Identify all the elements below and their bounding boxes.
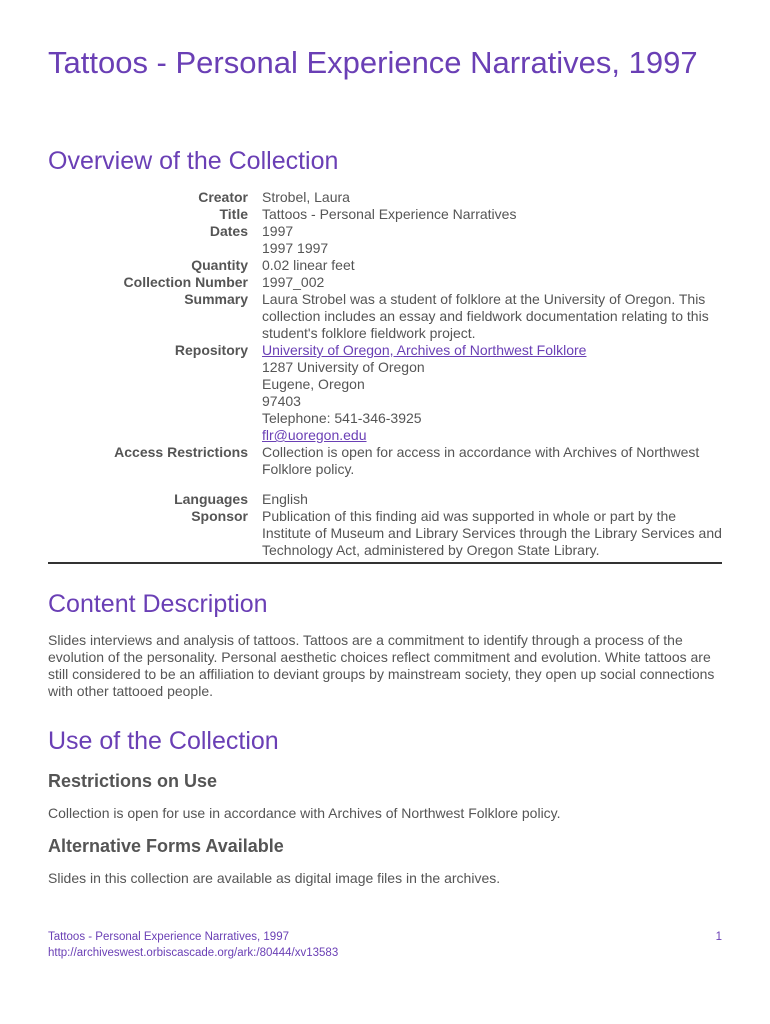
quantity-label: Quantity [191,257,248,273]
summary-row [48,291,722,342]
languages-row [48,491,722,508]
collection-number-row [48,274,722,291]
sponsor-label: Sponsor [191,508,248,524]
collection-number-label: Collection Number [123,274,248,290]
access-restrictions-value: Collection is open for access in accordance with Archives of Northwest Folklore policy. [262,444,700,477]
repository-phone: Telephone: 541-346-3925 [262,410,422,426]
dates-label: Dates [209,223,248,239]
creator-row [48,189,722,206]
dates-range-value: 1997 1997 [262,240,329,256]
repository-email-link[interactable]: flr@uoregon.edu [262,427,367,443]
alternative-forms-text: Slides in this collection are available as digital image files in the archives. [48,870,501,886]
repository-link[interactable]: University of Oregon, Archives of Northwest Folklore [262,342,587,358]
languages-label: Languages [174,491,248,507]
collection-number-value: 1997_002 [262,274,325,290]
restrictions-on-use-text: Collection is open for use in accordance with Archives of Northwest Folklore policy. [48,805,561,821]
repository-street: 1287 University of Oregon [262,359,425,375]
summary-value: Laura Strobel was a student of folklore at the University of Oregon. This collection includes an essay and fieldwork documentation relating to this student's folklore fieldwork project. [262,291,709,341]
title-value: Tattoos - Personal Experience Narratives [262,206,517,222]
repository-row [48,342,722,444]
quantity-value: 0.02 linear feet [262,257,355,273]
creator-label: Creator [198,189,248,205]
sponsor-row [48,508,722,559]
alternative-forms-heading: Alternative Forms Available [48,836,284,856]
creator-value: Strobel, Laura [262,189,350,205]
dates-value: 1997 [262,223,294,239]
sponsor-value: Publication of this finding aid was supported in whole or part by the Institute of Museum and Library Services through the Library Services and Technology Act, administered by Oregon State Library. [262,508,722,558]
dates-row [48,223,722,257]
repository-city: Eugene, Oregon [262,376,365,392]
repository-label: Repository [174,342,248,358]
section-divider [48,562,722,564]
page-title: Tattoos - Personal Experience Narratives, 1997 [48,45,698,80]
languages-value: English [262,491,308,507]
page-number: 1 [715,931,722,943]
overview-heading: Overview of the Collection [48,147,339,175]
title-label: Title [219,206,248,222]
summary-label: Summary [184,291,248,307]
title-row [48,206,722,223]
overview-table [48,189,722,559]
restrictions-on-use-heading: Restrictions on Use [48,771,218,791]
access-restrictions-row [48,444,722,478]
use-of-collection-heading: Use of the Collection [48,727,279,755]
access-restrictions-label: Access Restrictions [114,444,248,460]
page-footer [48,929,722,961]
footer-title: Tattoos - Personal Experience Narratives, 1997 [48,931,289,943]
content-description-text: Slides interviews and analysis of tattoos. Tattoos are a commitment to identify through a process of the evolution of the personality. Personal aesthetic choices reflect commitment and evolution. White tattoos are still considered to be an affiliation to deviant groups by mainstream society, they open up social connections with other tattooed people. [48,632,715,699]
content-description-heading: Content Description [48,590,268,618]
repository-zip: 97403 [262,393,301,409]
quantity-row [48,257,722,274]
footer-url: http://archiveswest.orbiscascade.org/ark:/80444/xv13583 [48,947,339,959]
